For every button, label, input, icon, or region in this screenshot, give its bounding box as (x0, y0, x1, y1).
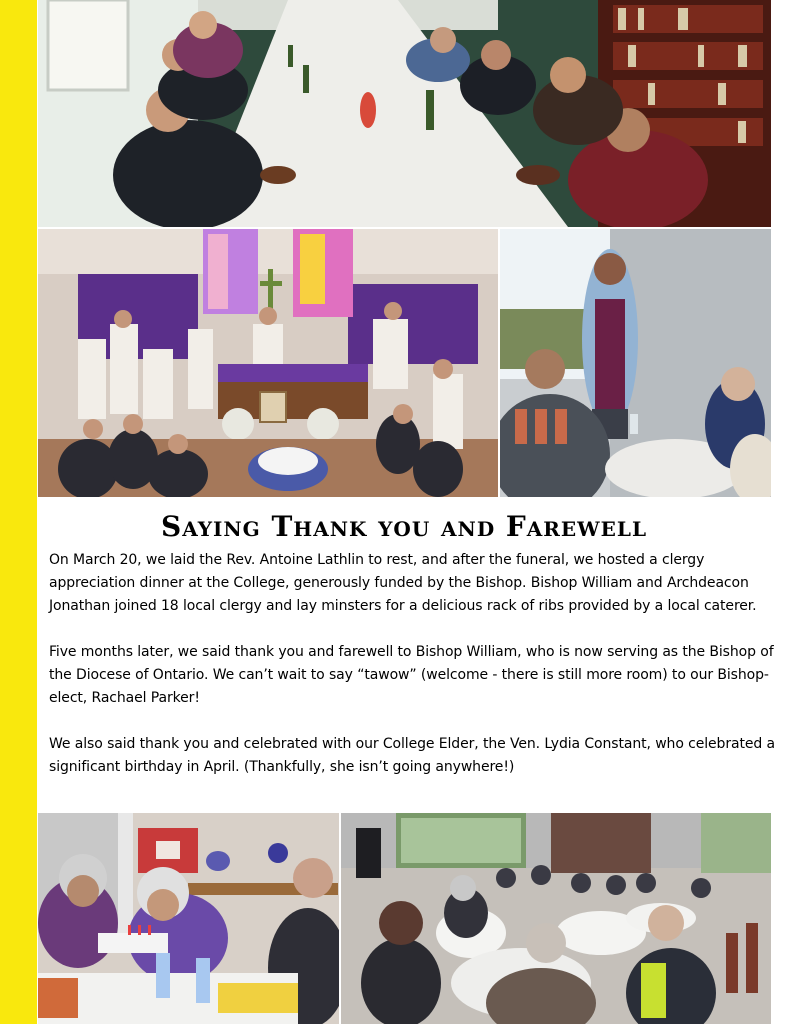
photo-speaker (500, 229, 771, 497)
paragraph-farewell: Five months later, we said thank you and farewell to Bishop William, who is now serving as the Bishop of the Diocese of Ontario. We can’t wait to say “tawow” (welcome - there is still more room) to our Bishop-elect, Rachael Parker! (49, 644, 774, 706)
photo-gathering-hall (341, 813, 771, 1024)
article-body (49, 549, 777, 802)
article-title: Saying Thank you and Farewell (160, 510, 648, 543)
yellow-sidebar-stripe (0, 0, 37, 1024)
photo-dinner-table (38, 0, 771, 227)
photo-funeral-service (38, 229, 498, 497)
paragraph-dinner: On March 20, we laid the Rev. Antoine Lathlin to rest, and after the funeral, we hosted a clergy appreciation dinner at the College, generously funded by the Bishop. Bishop William and Archdeacon Jonathan joined 18 local clergy and lay minsters for a delicious rack of ribs provided by a local caterer. (49, 552, 757, 614)
paragraph-elder: We also said thank you and celebrated with our College Elder, the Ven. Lydia Constant, who celebrated a significant birthday in April. (Thankfully, she isn’t going anywhere!) (49, 736, 775, 775)
photo-birthday-cake (38, 813, 339, 1024)
